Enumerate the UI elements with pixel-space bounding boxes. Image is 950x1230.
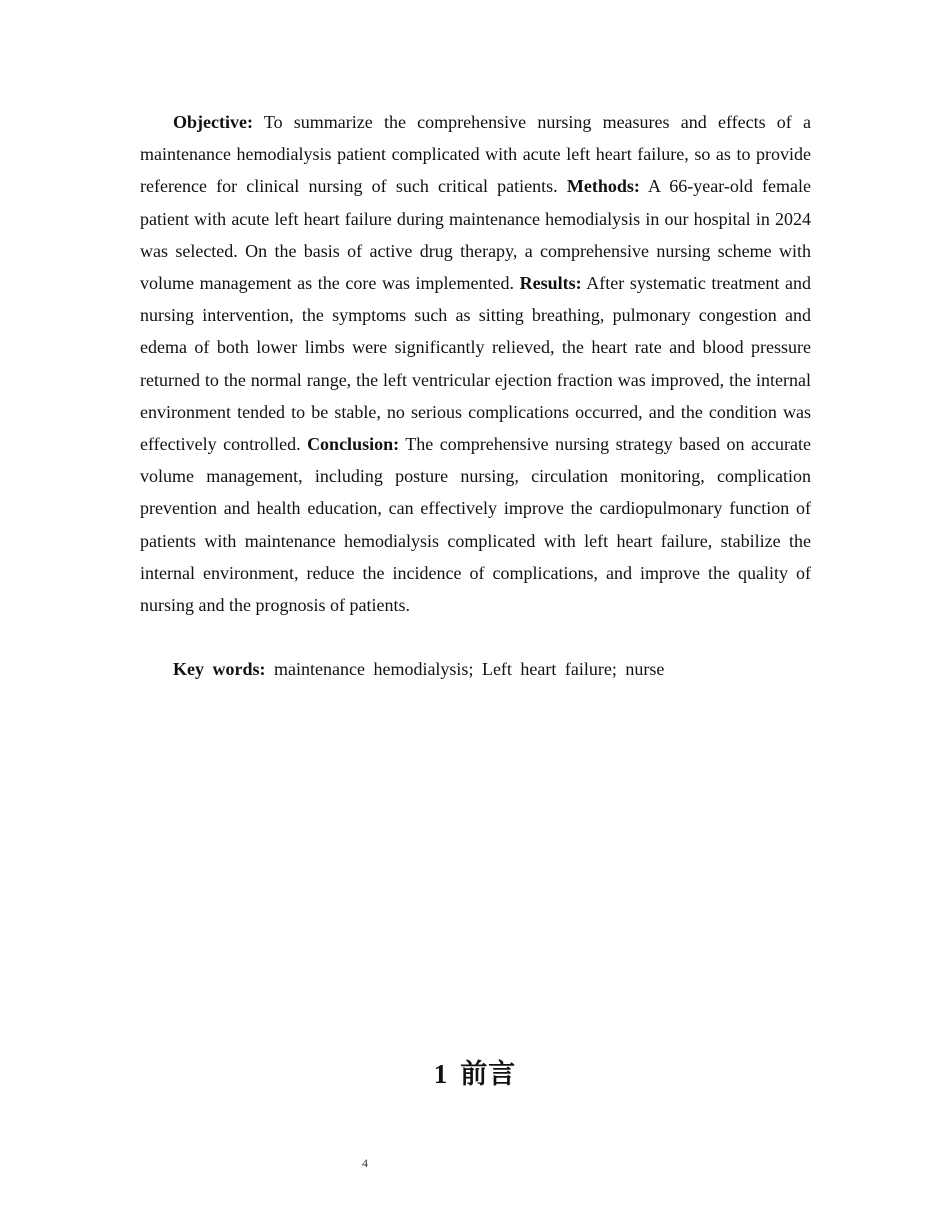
keywords-label: Key words:: [173, 659, 266, 679]
keywords-line: [140, 653, 811, 685]
section-heading: [0, 1052, 950, 1091]
methods-text: A 66-year-old female patient with acute left heart failure during maintenance hemodialysis in our hospital in 2024 was selected. On the basis of active drug therapy, a comprehensive nursing scheme with volume management as the core was implemented.: [140, 176, 811, 294]
methods-label: Methods:: [566, 176, 640, 197]
keywords-text: maintenance hemodialysis; Left heart failure; nurse: [265, 659, 665, 679]
section-title: 前言: [460, 1059, 517, 1090]
results-label: Results:: [519, 273, 582, 294]
section-number: 1: [433, 1059, 449, 1089]
objective-text: To summarize the comprehensive nursing measures and effects of a maintenance hemodialysis patient complicated with acute left heart failure, so as to provide reference for clinical nursing of such critical patients.: [140, 112, 811, 197]
abstract-paragraph: [140, 106, 811, 621]
results-text: After systematic treatment and nursing intervention, the symptoms such as sitting breathing, pulmonary congestion and edema of both lower limbs were significantly relieved, the heart rate and blood pressure returned to the normal range, the left ventricular ejection fraction was improved, the internal environment tended to be stable, no serious complications occurred, and the condition was effectively controlled.: [140, 273, 811, 455]
conclusion-label: Conclusion:: [307, 434, 400, 455]
conclusion-text: The comprehensive nursing strategy based on accurate volume management, including posture nursing, circulation monitoring, complication prevention and health education, can effectively improve the cardiopulmonary function of patients with maintenance hemodialysis complicated with left heart failure, stabilize the internal environment, reduce the incidence of complications, and improve the quality of nursing and the prognosis of patients.: [140, 434, 811, 616]
objective-label: Objective:: [173, 112, 253, 132]
page-number: 4: [362, 1156, 368, 1170]
